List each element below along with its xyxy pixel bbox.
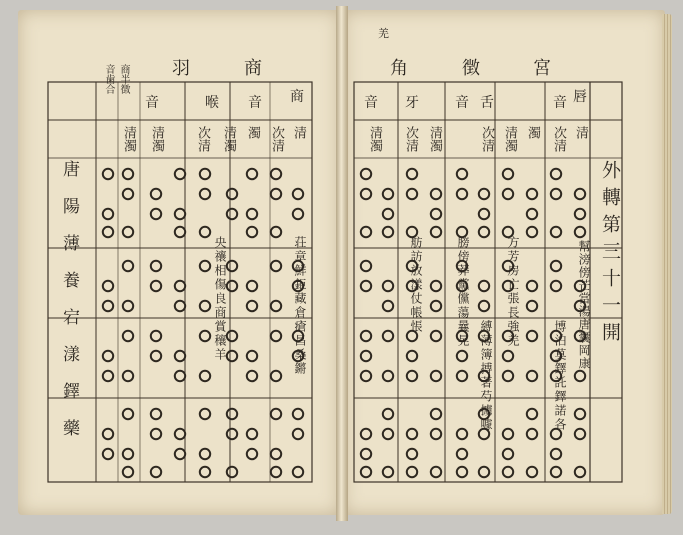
rhyme-slot-circle: [123, 449, 133, 459]
left-col-header-5: 次清: [195, 126, 210, 152]
rhyme-slot-circle: [431, 467, 441, 477]
rhyme-slot-circle: [527, 301, 537, 311]
rhyme-slot-circle: [407, 449, 417, 459]
left-small-note-2: 音歯合: [103, 64, 114, 94]
rhyme-slot-circle: [407, 371, 417, 381]
rhyme-slot-circle: [479, 301, 489, 311]
rhyme-slot-circle: [103, 429, 113, 439]
left-col-header-4: 清濁: [221, 126, 236, 152]
rhyme-slot-circle: [200, 467, 210, 477]
right-col-header-8: 清濁: [367, 126, 382, 152]
rhyme-slot-circle: [457, 429, 467, 439]
right-header-6: 音: [364, 95, 378, 111]
rhyme-slot-circle: [457, 449, 467, 459]
right-row-chars-4: 舫訪放漾仗帳悵: [409, 236, 423, 334]
rhyme-slot-circle: [271, 409, 281, 419]
rhyme-slot-circle: [200, 409, 210, 419]
right-header-5: 牙: [405, 95, 419, 111]
rhyme-slot-circle: [479, 189, 489, 199]
rhyme-slot-circle: [175, 301, 185, 311]
right-col-header-6: 清濁: [427, 126, 442, 152]
rhyme-slot-circle: [527, 189, 537, 199]
rhyme-slot-circle: [503, 449, 513, 459]
rhyme-slot-circle: [361, 261, 371, 271]
rhyme-slot-circle: [175, 371, 185, 381]
left-header-1: 商: [290, 89, 304, 105]
left-row-chars-1: 荘章鮮鉅藏倉瘡昌桑鏘: [293, 236, 307, 376]
rhyme-slot-circle: [247, 301, 257, 311]
rhyme-slot-circle: [527, 227, 537, 237]
rhyme-slot-circle: [361, 281, 371, 291]
rhyme-slot-circle: [551, 189, 561, 199]
rhyme-slot-circle: [457, 371, 467, 381]
rhyme-slot-circle: [247, 371, 257, 381]
rhyme-slot-circle: [103, 371, 113, 381]
rhyme-slot-circle: [151, 281, 161, 291]
rhyme-slot-circle: [123, 331, 133, 341]
rhyme-slot-circle: [431, 409, 441, 419]
rhyme-slot-circle: [431, 371, 441, 381]
rhyme-slot-circle: [200, 169, 210, 179]
left-col-header-3: 濁: [245, 126, 260, 139]
rhyme-slot-circle: [479, 227, 489, 237]
rhyme-slot-circle: [151, 429, 161, 439]
rhyme-slot-circle: [175, 209, 185, 219]
right-header-2: 音: [553, 95, 567, 111]
rhyme-slot-circle: [431, 301, 441, 311]
right-row-chars-1: 幫滂傍芒當湯唐囊岡康: [577, 240, 591, 370]
rhyme-slot-circle: [227, 281, 237, 291]
rhyme-slot-circle: [227, 331, 237, 341]
rhyme-slot-circle: [383, 467, 393, 477]
rhyme-slot-circle: [457, 169, 467, 179]
rhyme-slot-circle: [575, 189, 585, 199]
left-col-header-2: 次清: [269, 126, 284, 152]
rhyme-slot-circle: [383, 301, 393, 311]
rhyme-slot-circle: [247, 227, 257, 237]
right-col-header-1: 清: [573, 126, 588, 139]
rhyme-slot-circle: [479, 209, 489, 219]
rhyme-slot-circle: [103, 209, 113, 219]
rhyme-slot-circle: [551, 281, 561, 291]
rhyme-slot-circle: [575, 467, 585, 477]
rhyme-slot-circle: [431, 429, 441, 439]
rhyme-slot-circle: [527, 209, 537, 219]
rhyme-slot-circle: [383, 209, 393, 219]
rhyme-slot-circle: [575, 209, 585, 219]
rhyme-slot-circle: [503, 351, 513, 361]
rhyme-slot-circle: [503, 169, 513, 179]
rhyme-slot-circle: [103, 351, 113, 361]
rhyme-slot-circle: [383, 331, 393, 341]
rhyme-slot-circle: [503, 189, 513, 199]
rhyme-slot-circle: [175, 169, 185, 179]
rhyme-slot-circle: [361, 371, 371, 381]
rhyme-slot-circle: [503, 429, 513, 439]
rhyme-slot-circle: [293, 429, 303, 439]
rhyme-slot-circle: [551, 261, 561, 271]
rhyme-slot-circle: [407, 169, 417, 179]
right-row-chars-5: 博泊莫鐸託鐸諾各: [553, 320, 567, 432]
rhyme-slot-circle: [151, 189, 161, 199]
rhyme-slot-circle: [293, 409, 303, 419]
rhyme-slot-circle: [227, 429, 237, 439]
rhyme-slot-circle: [527, 371, 537, 381]
rhyme-slot-circle: [383, 227, 393, 237]
rhyme-slot-circle: [200, 261, 210, 271]
rhyme-slot-circle: [227, 351, 237, 361]
rhyme-slot-circle: [479, 281, 489, 291]
left-header-2: 音: [248, 95, 262, 111]
rhyme-slot-circle: [361, 467, 371, 477]
rhyme-slot-circle: [227, 409, 237, 419]
rhyme-slot-circle: [361, 189, 371, 199]
rhyme-slot-circle: [431, 281, 441, 291]
rhyme-slot-circle: [151, 261, 161, 271]
right-row-chars-6: 縛薄簿搏著芍擄噱: [479, 320, 493, 432]
rhyme-slot-circle: [151, 209, 161, 219]
rhyme-slot-circle: [551, 467, 561, 477]
rhyme-slot-circle: [103, 169, 113, 179]
left-label-yu: 羽: [172, 58, 190, 79]
rhyme-slot-circle: [175, 449, 185, 459]
rhyme-slot-circle: [383, 429, 393, 439]
right-header-3: 舌: [480, 95, 494, 111]
rhyme-slot-circle: [175, 281, 185, 291]
rhyme-slot-circle: [151, 467, 161, 477]
rhyme-slot-circle: [575, 227, 585, 237]
rhyme-slot-circle: [271, 261, 281, 271]
rhyme-slot-circle: [247, 209, 257, 219]
left-col-header-1: 清: [291, 126, 306, 139]
rhyme-slot-circle: [527, 409, 537, 419]
right-row-chars-2: 方芳房亡張長強羌: [506, 236, 520, 348]
right-col-header-7: 次清: [403, 126, 418, 152]
rhyme-slot-circle: [479, 467, 489, 477]
rhyme-slot-circle: [431, 189, 441, 199]
rhyme-slot-circle: [271, 301, 281, 311]
rhyme-slot-circle: [383, 371, 393, 381]
left-header-4: 音: [145, 95, 159, 111]
rhyme-slot-circle: [175, 429, 185, 439]
right-header-1: 唇: [573, 89, 587, 105]
rhyme-slot-circle: [527, 281, 537, 291]
rhyme-slot-circle: [247, 169, 257, 179]
rhyme-slot-circle: [151, 331, 161, 341]
rhyme-slot-circle: [271, 331, 281, 341]
rhyme-slot-circle: [175, 351, 185, 361]
rhyme-slot-circle: [575, 409, 585, 419]
rhyme-slot-circle: [123, 409, 133, 419]
left-col-header-7: 清濁: [121, 126, 136, 152]
rhyme-slot-circle: [361, 227, 371, 237]
rhyme-slot-circle: [247, 449, 257, 459]
rhyme-slot-circle: [457, 189, 467, 199]
rhyme-slot-circle: [431, 227, 441, 237]
right-col-header-4: 清濁: [502, 126, 517, 152]
rhyme-slot-circle: [551, 449, 561, 459]
rhyme-slot-circle: [123, 227, 133, 237]
rhyme-slot-circle: [247, 429, 257, 439]
rhyme-slot-circle: [361, 429, 371, 439]
rhyme-slot-circle: [227, 189, 237, 199]
left-small-note: 商半徴: [118, 64, 129, 94]
rhyme-slot-circle: [271, 189, 281, 199]
rhyme-slot-circle: [200, 371, 210, 381]
left-rhyme-title-column: 唐陽薄養宕漾鐸藥: [59, 160, 79, 456]
rhyme-slot-circle: [151, 409, 161, 419]
rhyme-slot-circle: [123, 467, 133, 477]
rhyme-slot-circle: [123, 371, 133, 381]
rhyme-slot-circle: [293, 189, 303, 199]
right-col-header-3: 濁: [525, 126, 540, 139]
rhyme-slot-circle: [103, 227, 113, 237]
right-label-gong: 宮: [533, 58, 551, 79]
rhyme-slot-circle: [551, 169, 561, 179]
rhyme-slot-circle: [503, 371, 513, 381]
rhyme-slot-circle: [227, 261, 237, 271]
left-label-shang: 商: [244, 58, 262, 79]
rhyme-slot-circle: [271, 467, 281, 477]
rhyme-slot-circle: [227, 209, 237, 219]
rhyme-slot-circle: [361, 331, 371, 341]
rhyme-slot-circle: [293, 209, 303, 219]
rhyme-slot-circle: [271, 169, 281, 179]
rhyme-slot-circle: [123, 261, 133, 271]
rhyme-slot-circle: [431, 331, 441, 341]
rhyme-slot-circle: [527, 331, 537, 341]
rhyme-slot-circle: [103, 281, 113, 291]
right-top-note: 羌: [378, 27, 389, 40]
rhyme-slot-circle: [123, 189, 133, 199]
rhyme-slot-circle: [551, 227, 561, 237]
rhyme-slot-circle: [361, 169, 371, 179]
rhyme-slot-circle: [407, 467, 417, 477]
rhyme-slot-circle: [271, 449, 281, 459]
rhyme-slot-circle: [200, 301, 210, 311]
right-label-jiao: 角: [390, 58, 408, 79]
right-row-chars-3: 膀傍莽黨儻蕩曩晃: [456, 236, 470, 348]
right-chart-title-column: 外轉第三十一開: [599, 160, 621, 349]
rhyme-slot-circle: [293, 467, 303, 477]
rhyme-slot-circle: [200, 331, 210, 341]
rhyme-slot-circle: [431, 209, 441, 219]
rhyme-slot-circle: [151, 351, 161, 361]
rhyme-slot-circle: [123, 169, 133, 179]
rhyme-slot-circle: [527, 467, 537, 477]
rhyme-slot-circle: [247, 351, 257, 361]
rhyme-slot-circle: [407, 351, 417, 361]
right-label-zhi: 徴: [462, 58, 480, 79]
rhyme-slot-circle: [383, 409, 393, 419]
rhyme-slot-circle: [123, 301, 133, 311]
rhyme-slot-circle: [407, 429, 417, 439]
rhyme-slot-circle: [383, 189, 393, 199]
rhyme-slot-circle: [457, 467, 467, 477]
right-col-header-5: 次清: [479, 126, 494, 152]
rhyme-slot-circle: [361, 449, 371, 459]
rhyme-slot-circle: [247, 281, 257, 291]
right-header-4: 音: [455, 95, 469, 111]
left-header-3: 喉: [205, 95, 219, 111]
rhyme-slot-circle: [527, 429, 537, 439]
rhyme-slot-circle: [227, 467, 237, 477]
rhyme-slot-circle: [407, 189, 417, 199]
rhyme-slot-circle: [271, 227, 281, 237]
rhyme-slot-circle: [103, 449, 113, 459]
rhyme-slot-circle: [103, 301, 113, 311]
rhyme-slot-circle: [175, 227, 185, 237]
rhyme-slot-circle: [575, 429, 585, 439]
rhyme-slot-circle: [575, 371, 585, 381]
rhyme-slot-circle: [457, 351, 467, 361]
rhyme-slot-circle: [200, 189, 210, 199]
left-col-header-6: 清濁: [149, 126, 164, 152]
left-row-chars-2: 央禳相傷良商賞穰羊: [213, 236, 227, 362]
rhyme-slot-circle: [383, 281, 393, 291]
rhyme-slot-circle: [200, 449, 210, 459]
rhyme-slot-circle: [503, 467, 513, 477]
rhyme-slot-circle: [200, 227, 210, 237]
rhyme-slot-circle: [271, 371, 281, 381]
right-col-header-2: 次清: [551, 126, 566, 152]
rhyme-slot-circle: [361, 351, 371, 361]
